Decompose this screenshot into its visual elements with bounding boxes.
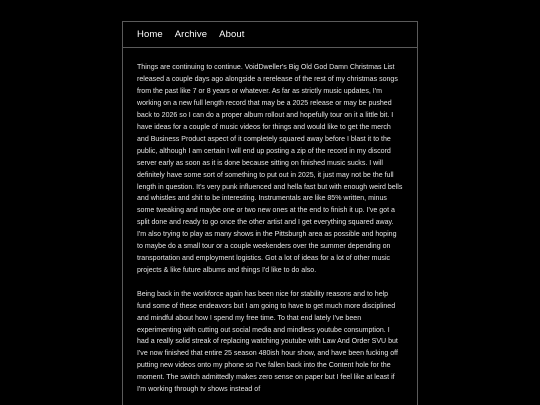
nav-link-about[interactable]: About: [219, 29, 245, 40]
top-nav: [123, 22, 417, 48]
nav-link-home[interactable]: Home: [137, 29, 163, 40]
post-paragraph: Being back in the workforce again has been nice for stability reasons and to help fund some of these endeavors but I am going to have to get much more disciplined and mindful about how I spend my free time. To that end lately I've been experimenting with cutting out social media and mindless youtube consumption. I had a really solid streak of replacing watching youtube with Law And Order SVU but I've now finished that entire 25 season 480ish hour show, and have been fucking off putting new videos onto my phone so I've fallen back into the Content hole for the moment. The switch admittedly makes zero sense on paper but I feel like at least if I'm working through tv shows instead of: [137, 290, 398, 394]
post-content: [123, 48, 417, 396]
page-container: [122, 21, 418, 405]
post-paragraph: Things are continuing to continue. VoidDweller's Big Old God Damn Christmas List released a couple days ago alongside a rerelease of the rest of my christmas songs from the past like 7 or 8 years or whatever. As far as strictly music updates, I'm working on a new full length record that may be a 2025 release or may be pushed back to 2026 so I can do a proper album rollout and hopefully tour on it a little bit. I have ideas for a couple of music videos for things and would like to get the merch and Business Product aspect of it completely squared away before I blast it to the public, although I am certain I will end up posting a zip of the record in my discord server early as soon as it is done because sitting on finished music sucks. I will definitely have some sort of something to put out in 2025, it just may not be the full length in question. It's very punk influenced and hella fast but with enough weird bells and whistles and shit to be interesting. Instrumentals are like 85% written, minus some tweaking and maybe one or two new ones at the end to finish it up. I've got a split done and ready to go once the other artist and I get everything squared away. I'm also trying to play as many shows in the Pittsburgh area as possible and hoping to maybe do a small tour or a couple weekenders over the summer depending on transportation and employment logistics. Got a lot of ideas for a lot of other music projects & like future albums and things I'd like to do also.: [137, 64, 403, 275]
nav-link-archive[interactable]: Archive: [174, 29, 208, 40]
